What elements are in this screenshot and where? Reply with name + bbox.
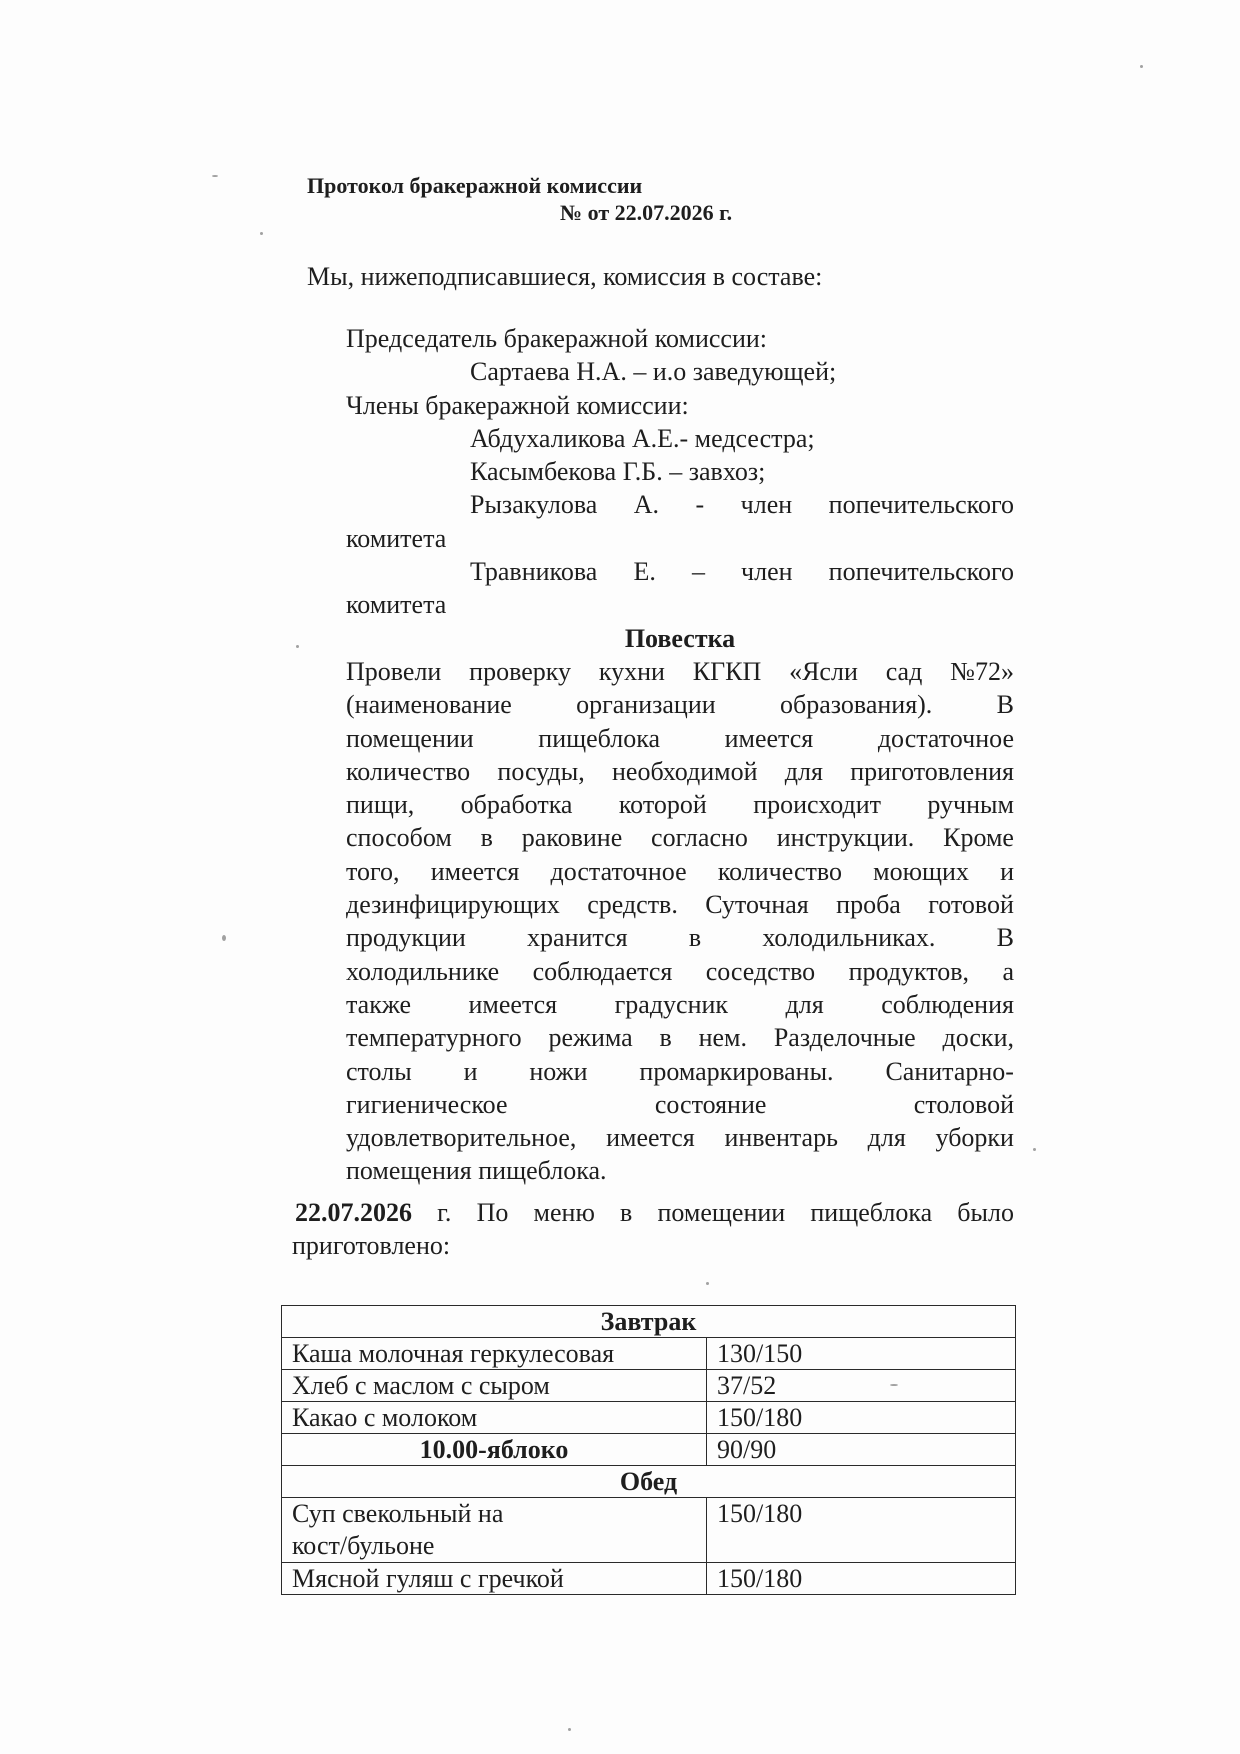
agenda-word: инструкции. bbox=[776, 823, 915, 853]
agenda-word: кухни bbox=[598, 656, 665, 686]
member-4-word: Травникова bbox=[470, 557, 598, 587]
member-3-word: - bbox=[695, 490, 705, 520]
agenda-word: Провели bbox=[346, 656, 442, 686]
agenda-word: «Ясли bbox=[789, 656, 858, 686]
dish-name-line: Суп свекольный на bbox=[292, 1499, 504, 1528]
table-row bbox=[282, 1434, 1016, 1466]
member-3 bbox=[346, 488, 1014, 521]
lunch-heading: Обед bbox=[282, 1466, 1016, 1498]
agenda-heading: Повестка bbox=[624, 623, 736, 653]
menu-intro-word: г. bbox=[437, 1198, 452, 1227]
agenda-word: проба bbox=[836, 890, 901, 920]
agenda-word: образования). bbox=[780, 690, 933, 720]
table-row bbox=[282, 1370, 1016, 1402]
member-3-word: Рызакулова bbox=[470, 490, 598, 520]
agenda-word: моющих bbox=[873, 856, 969, 886]
chair-label: Председатель бракеражной комиссии: bbox=[346, 324, 768, 353]
menu-intro bbox=[292, 1196, 1014, 1262]
menu-intro-word: По bbox=[476, 1198, 509, 1227]
agenda-word: имеется bbox=[468, 989, 558, 1019]
dish-name bbox=[282, 1498, 707, 1563]
dish-name: Каша молочная геркулесовая bbox=[282, 1338, 707, 1370]
agenda-line bbox=[346, 1021, 1014, 1054]
agenda-line bbox=[346, 821, 1014, 854]
agenda-word: количество bbox=[346, 756, 471, 786]
agenda-word: промаркированы. bbox=[639, 1056, 834, 1086]
agenda-word: и bbox=[1000, 856, 1014, 886]
member-4-continuation: комитета bbox=[346, 590, 447, 620]
agenda-word: КГКП bbox=[692, 656, 762, 686]
agenda-word: сад bbox=[885, 656, 923, 686]
agenda-word: хранится bbox=[527, 923, 628, 953]
dish-name-line: кост/бульоне bbox=[292, 1531, 435, 1560]
agenda-word: Разделочные bbox=[773, 1023, 916, 1053]
agenda-word: приготовления bbox=[850, 756, 1014, 786]
member-4-word: член bbox=[741, 557, 793, 587]
agenda-word: доски, bbox=[942, 1023, 1014, 1053]
menu-intro-word: меню bbox=[533, 1198, 595, 1227]
menu-table bbox=[281, 1305, 1016, 1595]
scan-speck bbox=[222, 935, 226, 941]
agenda-word: способом bbox=[346, 823, 452, 853]
agenda-word: столы bbox=[346, 1056, 412, 1086]
agenda-word: дезинфицирующих bbox=[346, 890, 560, 920]
member-1: Абдухаликова А.Е.- медсестра; bbox=[470, 423, 815, 453]
member-3-continuation: комитета bbox=[346, 523, 447, 553]
agenda-line bbox=[346, 788, 1014, 821]
agenda-word: того, bbox=[346, 856, 400, 886]
breakfast-heading: Завтрак bbox=[282, 1306, 1016, 1338]
member-4-word: попечительского bbox=[828, 557, 1014, 587]
agenda-line bbox=[346, 688, 1014, 721]
member-3-word: попечительского bbox=[828, 490, 1014, 520]
scan-speck bbox=[1033, 1148, 1036, 1151]
scan-speck bbox=[260, 232, 263, 235]
dish-name: Какао с молоком bbox=[282, 1402, 707, 1434]
snack-portion: 90/90 bbox=[707, 1434, 1016, 1466]
protocol-number-date: № от 22.07.2026 г. bbox=[560, 200, 733, 225]
member-3-word: А. bbox=[633, 490, 660, 520]
agenda-line bbox=[346, 888, 1014, 921]
menu-intro-word: было bbox=[957, 1198, 1014, 1227]
agenda-word: холодильнике bbox=[346, 956, 500, 986]
agenda-word: раковине bbox=[521, 823, 623, 853]
agenda-word: средств. bbox=[587, 890, 678, 920]
agenda-word: температурного bbox=[346, 1023, 522, 1053]
agenda-word: №72» bbox=[950, 656, 1014, 686]
scan-speck bbox=[296, 645, 299, 648]
dish-portion: 150/180 bbox=[707, 1563, 1016, 1595]
dish-portion: 37/52 bbox=[707, 1370, 1016, 1402]
dish-portion: 130/150 bbox=[707, 1338, 1016, 1370]
agenda-line bbox=[346, 655, 1014, 688]
agenda-word: достаточное bbox=[877, 723, 1014, 753]
agenda-word: имеется bbox=[430, 856, 520, 886]
scan-speck bbox=[1140, 65, 1143, 68]
agenda-word: градусник bbox=[614, 989, 729, 1019]
agenda-word: холодильниках. bbox=[762, 923, 936, 953]
agenda-word: Санитарно- bbox=[885, 1056, 1014, 1086]
member-2: Касымбекова Г.Б. – завхоз; bbox=[470, 457, 766, 487]
agenda-word: Кроме bbox=[943, 823, 1014, 853]
agenda-word: также bbox=[346, 989, 412, 1019]
agenda-word: состояние bbox=[654, 1089, 767, 1119]
agenda-word: уборки bbox=[935, 1123, 1014, 1153]
commission-block bbox=[346, 322, 1014, 1188]
agenda-word: и bbox=[463, 1056, 478, 1086]
table-row bbox=[282, 1338, 1016, 1370]
agenda-word: проверку bbox=[469, 656, 572, 686]
table-row bbox=[282, 1306, 1016, 1338]
scan-speck bbox=[568, 1728, 571, 1731]
agenda-word: соблюдения bbox=[881, 989, 1014, 1019]
agenda-word: в bbox=[659, 1023, 672, 1053]
agenda-line bbox=[346, 755, 1014, 788]
agenda-word: которой bbox=[618, 790, 707, 820]
snack-name: 10.00-яблоко bbox=[282, 1434, 707, 1466]
agenda-word: для bbox=[784, 756, 823, 786]
agenda-last-line: помещения пищеблока. bbox=[346, 1156, 607, 1186]
agenda-line bbox=[346, 1121, 1014, 1154]
agenda-word: а bbox=[1002, 956, 1014, 986]
agenda-word: организации bbox=[576, 690, 716, 720]
agenda-word: В bbox=[996, 923, 1014, 953]
members-label: Члены бракеражной комиссии: bbox=[346, 390, 689, 420]
agenda-word: Суточная bbox=[705, 890, 809, 920]
agenda-word: гигиеническое bbox=[346, 1089, 508, 1119]
agenda-line bbox=[346, 722, 1014, 755]
agenda-word: в bbox=[688, 923, 702, 953]
scan-speck bbox=[212, 175, 218, 177]
agenda-word: соседство bbox=[705, 956, 816, 986]
table-row bbox=[282, 1402, 1016, 1434]
agenda-word: посуды, bbox=[497, 756, 585, 786]
menu-intro-word: помещении bbox=[657, 1198, 786, 1227]
agenda-word: имеется bbox=[606, 1123, 695, 1153]
dish-name: Мясной гуляш с гречкой bbox=[282, 1563, 707, 1595]
agenda-word: для bbox=[867, 1123, 906, 1153]
agenda-word: удовлетворительное, bbox=[346, 1123, 577, 1153]
agenda-word: готовой bbox=[928, 890, 1014, 920]
intro-text: Мы, нижеподписавшиеся, комиссия в составе: bbox=[307, 262, 823, 291]
dish-portion: 150/180 bbox=[707, 1402, 1016, 1434]
agenda-word: количество bbox=[717, 856, 842, 886]
menu-intro-line-2: приготовлено: bbox=[292, 1231, 451, 1260]
agenda-line bbox=[346, 855, 1014, 888]
agenda-word: происходит bbox=[753, 790, 881, 820]
dish-portion: 150/180 bbox=[707, 1498, 1016, 1563]
agenda-word: режима bbox=[548, 1023, 633, 1053]
agenda-line bbox=[346, 1055, 1014, 1088]
agenda-word: пищи, bbox=[346, 790, 415, 820]
dish-name: Хлеб с маслом с сыром bbox=[282, 1370, 707, 1402]
agenda-word: необходимой bbox=[612, 756, 758, 786]
menu-intro-word: в bbox=[620, 1198, 633, 1227]
agenda-word: продукции bbox=[346, 923, 466, 953]
table-row bbox=[282, 1563, 1016, 1595]
agenda-paragraph bbox=[346, 655, 1014, 1154]
agenda-word: согласно bbox=[651, 823, 748, 853]
agenda-line bbox=[346, 921, 1014, 954]
agenda-word: ножи bbox=[529, 1056, 588, 1086]
table-row bbox=[282, 1498, 1016, 1563]
agenda-word: продуктов, bbox=[848, 956, 970, 986]
chair-name: Сартаева Н.А. – и.о заведующей; bbox=[470, 357, 837, 387]
menu-intro-word: пищеблока bbox=[810, 1198, 933, 1227]
agenda-word: нем. bbox=[698, 1023, 748, 1053]
agenda-word: имеется bbox=[724, 723, 814, 753]
agenda-word: пищеблока bbox=[538, 723, 661, 753]
agenda-word: соблюдается bbox=[532, 956, 673, 986]
agenda-word: ручным bbox=[927, 790, 1014, 820]
agenda-word: В bbox=[996, 690, 1014, 720]
agenda-word: помещении bbox=[346, 723, 474, 753]
agenda-line bbox=[346, 988, 1014, 1021]
agenda-word: столовой bbox=[913, 1089, 1014, 1119]
scan-speck bbox=[706, 1282, 709, 1285]
agenda-word: (наименование bbox=[346, 690, 512, 720]
member-4-word: – bbox=[691, 557, 705, 587]
document-title: Протокол бракеражной комиссии bbox=[307, 173, 643, 198]
menu-intro-line-1 bbox=[295, 1196, 1014, 1229]
agenda-word: в bbox=[480, 823, 493, 853]
member-4 bbox=[346, 555, 1014, 588]
agenda-word: инвентарь bbox=[724, 1123, 838, 1153]
menu-date: 22.07.2026 bbox=[295, 1198, 412, 1227]
agenda-word: для bbox=[785, 989, 824, 1019]
member-3-word: член bbox=[740, 490, 793, 520]
agenda-line bbox=[346, 1088, 1014, 1121]
table-row bbox=[282, 1466, 1016, 1498]
agenda-word: достаточное bbox=[550, 856, 687, 886]
agenda-word: обработка bbox=[460, 790, 573, 820]
agenda-line bbox=[346, 955, 1014, 988]
member-4-word: Е. bbox=[633, 557, 656, 587]
